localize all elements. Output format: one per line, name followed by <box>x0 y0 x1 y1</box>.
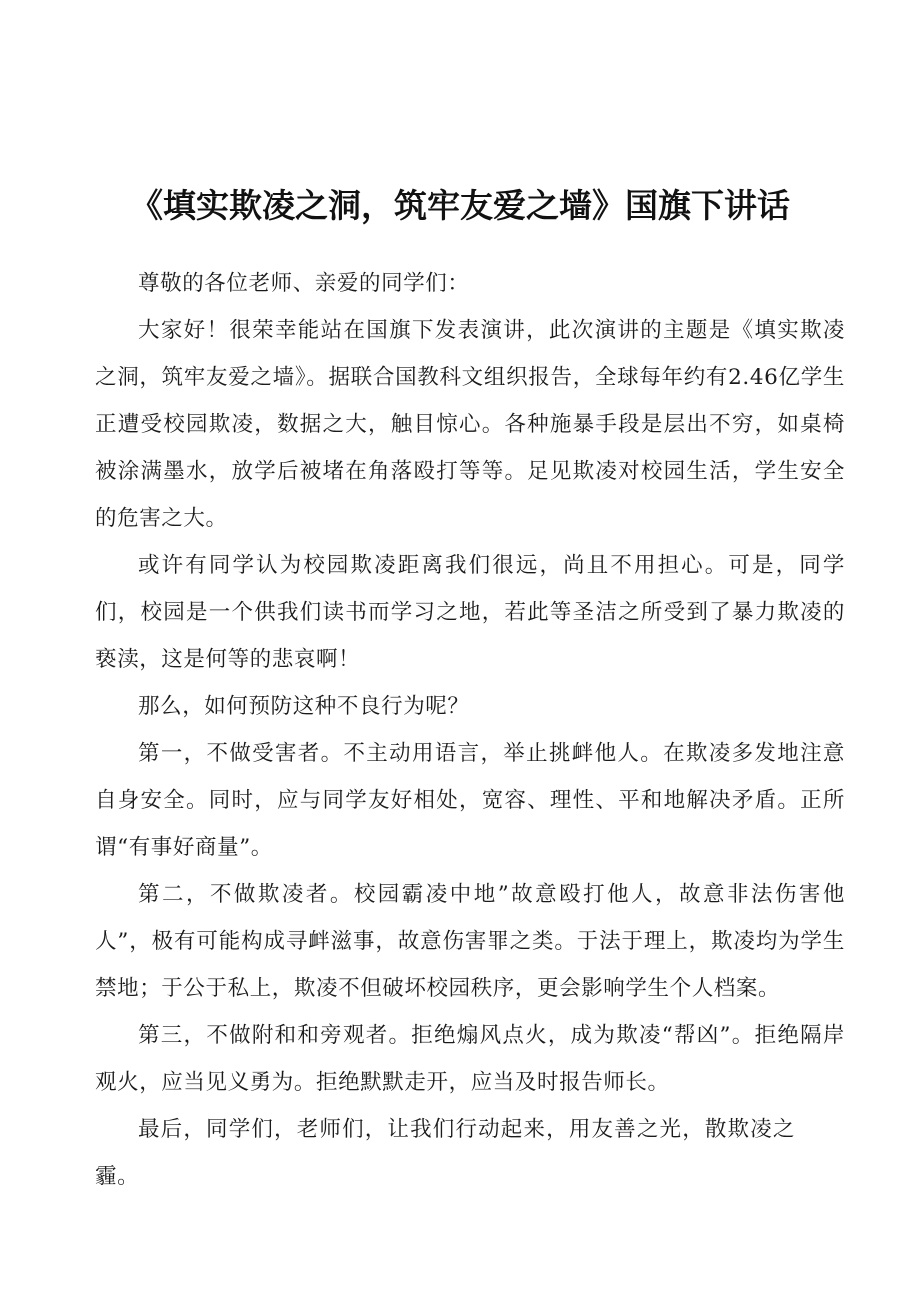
document-body <box>95 260 845 1200</box>
closing-paragraph: 最后，同学们，老师们，让我们行动起来，用友善之光，散欺凌之霾。 <box>95 1117 795 1189</box>
opening-paragraph: 大家好！很荣幸能站在国旗下发表演讲，此次演讲的主题是《填实欺凌之洞，筑牢友爱之墙》。据联合国教科文组织报告，全球每年约有2.46亿学生正遭受校园欺凌，数据之大，触目惊心。各种施暴手段是层出不穷，如桌椅被涂满墨水，放学后被堵在角落殴打等等。足见欺凌对校园生活，学生安全的危害之大。 <box>95 318 845 531</box>
point-two-paragraph: 第二，不做欺凌者。校园霸凌中地”故意殴打他人，故意非法伤害他人”，极有可能构成寻衅滋事，故意伤害罪之类。于法于理上，欺凌均为学生禁地；于公于私上，欺凌不但破坏校园秩序，更会影响学生个人档案。 <box>95 882 845 1001</box>
question-paragraph: 那么，如何预防这种不良行为呢？ <box>138 694 470 719</box>
point-one-paragraph: 第一，不做受害者。不主动用语言，举止挑衅他人。在欺凌多发地注意自身安全。同时，应与同学友好相处，宽容、理性、平和地解决矛盾。正所谓“有事好商量”。 <box>95 741 845 860</box>
salutation-paragraph: 尊敬的各位老师、亲爱的同学们： <box>138 271 470 296</box>
point-three-paragraph: 第三，不做附和和旁观者。拒绝煽风点火，成为欺凌“帮凶”。拒绝隔岸观火，应当见义勇为。拒绝默默走开，应当及时报告师长。 <box>95 1023 845 1095</box>
document-title: 《填实欺凌之洞，筑牢友爱之墙》国旗下讲话 <box>130 186 790 226</box>
concern-paragraph: 或许有同学认为校园欺凌距离我们很远，尚且不用担心。可是，同学们，校园是一个供我们读书而学习之地，若此等圣洁之所受到了暴力欺凌的亵渎，这是何等的悲哀啊！ <box>95 553 845 672</box>
